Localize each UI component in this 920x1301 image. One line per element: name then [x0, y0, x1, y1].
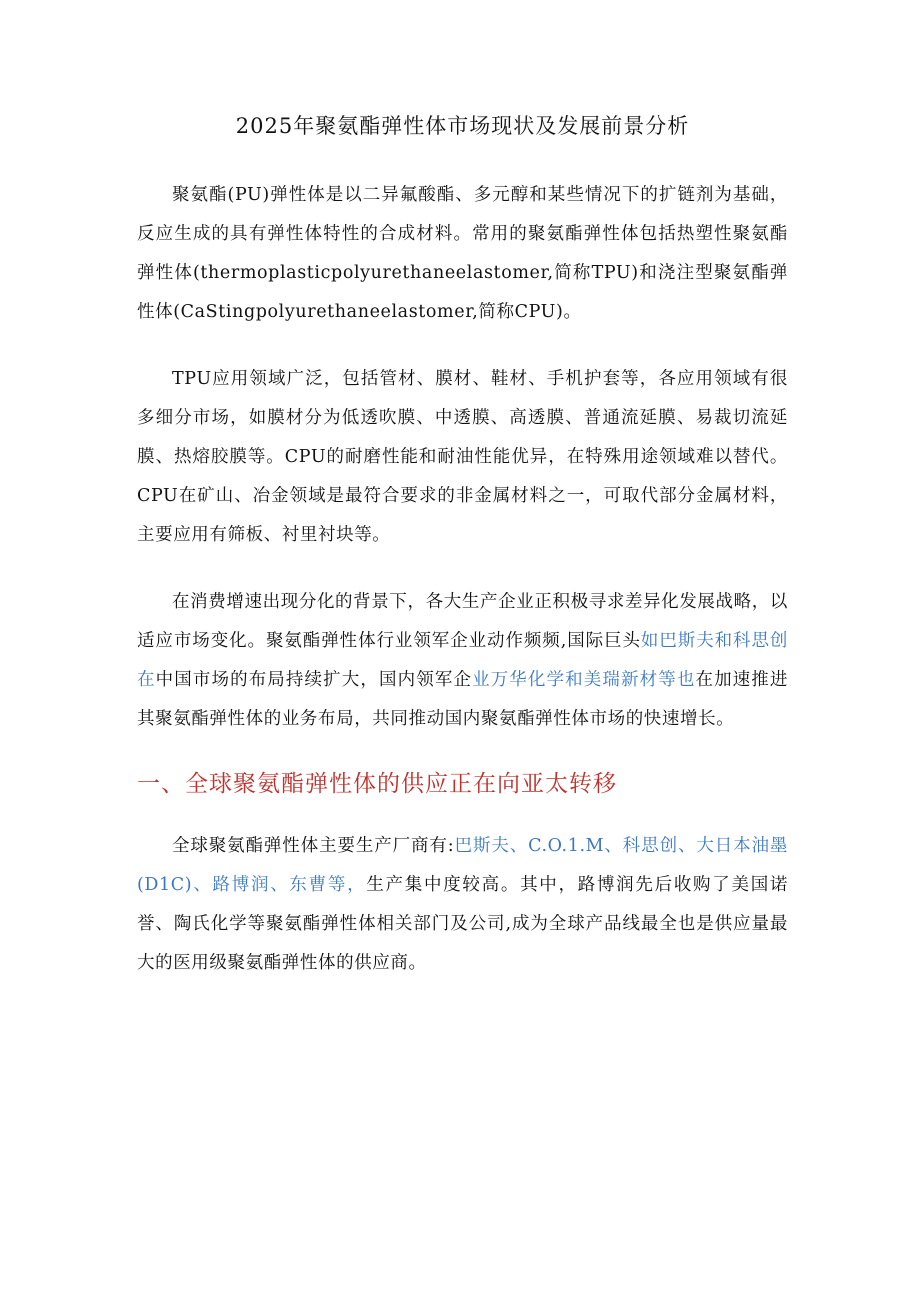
link-wanhua-miracll[interactable]: 业万华化学和美瑞新材等也 — [472, 670, 696, 690]
paragraph-market-strategy-text-3: 在加速推进其聚氨酯弹性体的业务布局，共同推动国内聚氨酯弹性体市场的快速增长。 — [137, 670, 789, 729]
paragraph-market-strategy-text-1: 在消费增速出现分化的背景下，各大生产企业正积极寻求差异化发展战略，以适应市场变化。聚氨酯弹性体行业领军企业动作频频,国际巨头 — [137, 592, 788, 651]
paragraph-market-strategy-text-2: 中国市场的布局持续扩大，国内领军企 — [155, 670, 473, 690]
section-heading-1: 一、全球聚氨酯弹性体的供应正在向亚太转移 — [137, 771, 617, 797]
document-title: 2025年聚氨酯弹性体市场现状及发展前景分析 — [235, 114, 690, 138]
link-producer-list[interactable]: 巴斯夫、C.O.1.M、科思创、大日本油墨(D1C)、路博润、东曹等， — [137, 836, 788, 895]
link-basf-covestro[interactable]: 如巴斯夫和科思创在 — [137, 631, 788, 690]
paragraph-global-producers — [137, 827, 788, 983]
paragraph-market-strategy — [137, 583, 788, 739]
paragraph-global-producers-text-2: 生产集中度较高。其中，路博润先后收购了美国诺誉、陶氏化学等聚氨酯弹性体相关部门及公司,成为全球产品线最全也是供应量最大的医用级聚氨酯弹性体的供应商。 — [137, 875, 789, 973]
paragraph-applications: TPU应用领域广泛，包括管材、膜材、鞋材、手机护套等，各应用领域有很多细分市场，如膜材分为低透吹膜、中透膜、高透膜、普通流延膜、易裁切流延膜、热熔胶膜等。CPU的耐磨性能和耐油性能优异，在特殊用途领域难以替代。CPU在矿山、冶金领域是最符合要求的非金属材料之一，可取代部分金属材料，主要应用有筛板、衬里衬块等。 — [137, 369, 788, 545]
paragraph-global-producers-text-1: 全球聚氨酯弹性体主要生产厂商有: — [172, 836, 455, 856]
paragraph-intro: 聚氨酯(PU)弹性体是以二异氟酸酯、多元醇和某些情况下的扩链剂为基础，反应生成的具有弹性体特性的合成材料。常用的聚氨酯弹性体包括热塑性聚氨酯弹性体(thermoplasticpolyurethaneelastomer,简称TPU)和浇注型聚氨酯弹性体(CaStingpolyurethaneelastomer,简称CPU)。 — [137, 185, 788, 322]
